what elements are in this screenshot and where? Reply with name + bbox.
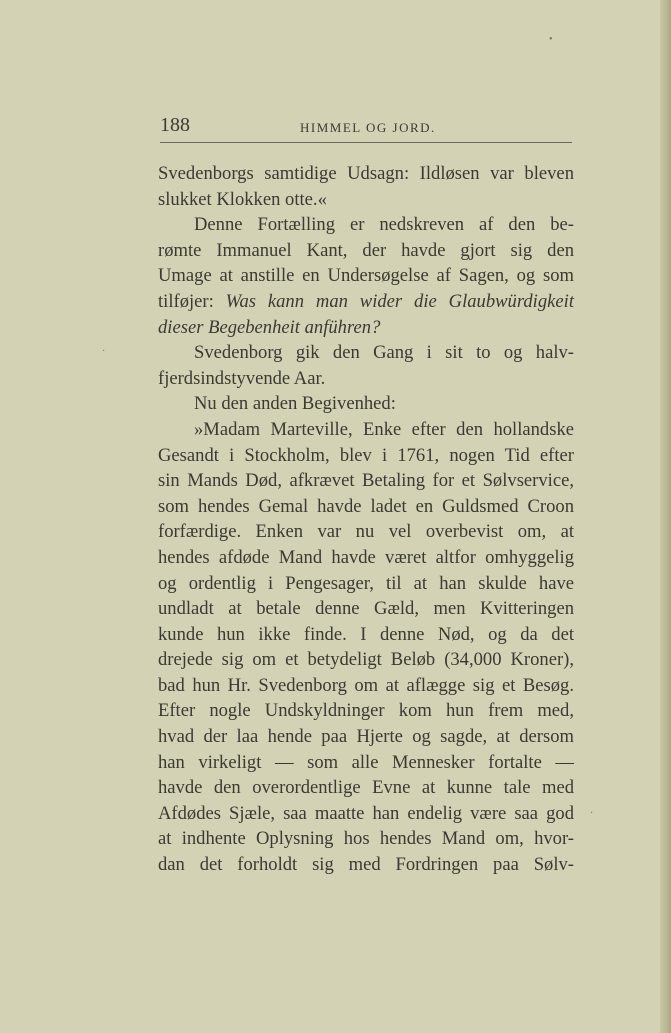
text-line: hendes afdøde Mand havde været altfor omhyggelig	[158, 546, 574, 568]
paragraph-start-line: »Madam Marteville, Enke efter den hollandske	[194, 418, 574, 440]
german-quote: Was kann man wider die Glaubwürdigkeit	[225, 290, 574, 312]
page-edge	[660, 0, 671, 1033]
text-line: hvad der laa hende paa Hjerte og sagde, at dersom	[158, 726, 574, 748]
page-number: 188	[160, 114, 190, 136]
text-line: at indhente Oplysning hos hendes Mand om, hvor-	[158, 828, 574, 850]
text-line: undladt at betale denne Gæld, men Kvitteringen	[158, 598, 574, 620]
text-line: han virkeligt — som alle Mennesker fortalte —	[158, 751, 574, 773]
header-rule	[160, 142, 572, 143]
paragraph-start-line: Svedenborg gik den Gang i sit to og halv-	[194, 342, 574, 364]
paper-speck: •	[549, 34, 553, 45]
text-line: sin Mands Død, afkrævet Betaling for et Sølvservice,	[158, 470, 574, 492]
text-line: drejede sig om et betydeligt Beløb (34,000 Kroner),	[158, 649, 574, 671]
text-line: bad hun Hr. Svedenborg om at aflægge sig et Besøg.	[158, 674, 574, 696]
paper-speck: ·	[590, 808, 594, 819]
running-title: HIMMEL OG JORD.	[300, 120, 436, 135]
text-line: rømte Immanuel Kant, der havde gjort sig den	[158, 239, 574, 261]
quote-line	[158, 289, 574, 315]
text-line: Umage at anstille en Undersøgelse af Sagen, og som	[158, 265, 574, 287]
text-line: slukket Klokken otte.«	[158, 188, 327, 210]
text-line: havde den overordentlige Evne at kunne tale med	[158, 777, 574, 799]
text-line: som hendes Gemal havde ladet en Guldsmed Croon	[158, 495, 574, 517]
body-text	[158, 161, 574, 878]
page-header	[160, 110, 572, 138]
german-quote-end: dieser Begebenheit anführen?	[158, 316, 381, 338]
text-line: Afdødes Sjæle, saa maatte han endelig være saa god	[158, 802, 574, 824]
text-line: Gesandt i Stockholm, blev i 1761, nogen Tid efter	[158, 444, 574, 466]
paragraph-start-line: Denne Fortælling er nedskreven af den be-	[194, 214, 574, 236]
paragraph-start-line: Nu den anden Begivenhed:	[194, 393, 396, 415]
text-line: og ordentlig i Pengesager, til at han skulde have	[158, 572, 574, 594]
text-line: kunde hun ikke finde. I denne Nød, og da det	[158, 623, 574, 645]
text-line: Svedenborgs samtidige Udsagn: Ildløsen var bleven	[158, 163, 574, 184]
text-line: Efter nogle Undskyldninger kom hun frem med,	[158, 700, 574, 722]
text-line: fjerdsindstyvende Aar.	[158, 367, 326, 389]
text-line: dan det forholdt sig med Fordringen paa Sølv-	[158, 854, 574, 876]
quote-lead: tilføjer:	[158, 290, 226, 312]
text-line: forfærdige. Enken var nu vel overbevist om, at	[158, 521, 574, 543]
paper-speck: ·	[102, 346, 106, 357]
